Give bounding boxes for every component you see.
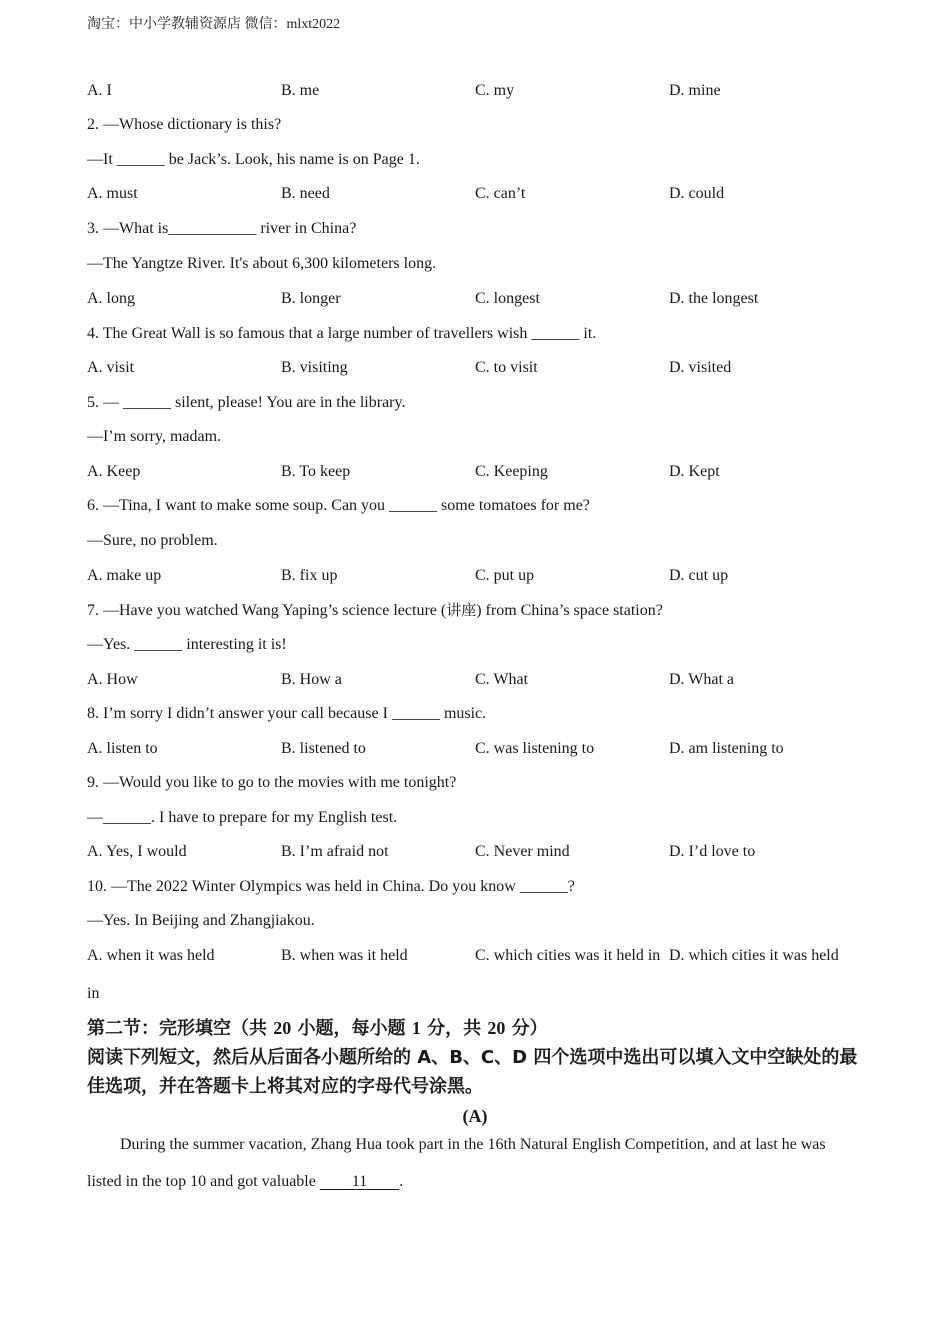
q3-option-d: D. the longest — [669, 290, 759, 307]
q9-option-d: D. I’d love to — [669, 843, 756, 860]
q5-option-c: C. Keeping — [475, 463, 548, 480]
q10-option-wrap: in — [87, 985, 100, 1002]
section-title-count: 20 — [273, 1018, 292, 1038]
q9-option-b: B. I’m afraid not — [281, 843, 389, 860]
q6-reply: —Sure, no problem. — [87, 532, 218, 549]
q3-stem: 3. —What is___________ river in China? — [87, 220, 357, 237]
q7-reply: —Yes. ______ interesting it is! — [87, 636, 287, 653]
section-title-part: 分，共 — [420, 1018, 488, 1039]
q8-option-a: A. listen to — [87, 740, 158, 757]
cloze-blank-number: 11 — [351, 1173, 368, 1190]
q10-stem: 10. —The 2022 Winter Olympics was held in China. Do you know ______? — [87, 878, 575, 895]
q7-stem-gloss: 讲座 — [446, 601, 477, 619]
q1-option-d: D. mine — [669, 82, 721, 99]
q4-option-d: D. visited — [669, 359, 732, 376]
q5-stem: 5. — ______ silent, please! You are in the library. — [87, 394, 406, 411]
q6-option-c: C. put up — [475, 567, 535, 584]
q6-option-a: A. make up — [87, 567, 162, 584]
q10-reply: —Yes. In Beijing and Zhangjiakou. — [87, 912, 315, 929]
q7-option-a: A. How — [87, 671, 138, 688]
q9-option-c: C. Never mind — [475, 843, 570, 860]
q7-stem-text-1: 7. —Have you watched Wang Yaping’s science lecture ( — [87, 602, 447, 619]
q6-option-d: D. cut up — [669, 567, 729, 584]
q8-option-b: B. listened to — [281, 740, 366, 757]
section-title-part: 第二节：完形填空（共 — [87, 1018, 274, 1039]
passage-label: (A) — [462, 1106, 488, 1126]
q7-option-b: B. How a — [281, 671, 342, 688]
q3-option-a: A. long — [87, 290, 135, 307]
q4-option-b: B. visiting — [281, 359, 348, 376]
q10-option-c: C. which cities was it held in — [475, 947, 661, 964]
passage-paragraph — [87, 1126, 863, 1200]
section-title-total: 20 — [487, 1018, 506, 1038]
q8-option-d: D. am listening to — [669, 740, 784, 757]
q7-stem — [87, 600, 663, 621]
section-instruction: 阅读下列短文，然后从后面各小题所给的 A、B、C、D 四个选项中选出可以填入文中空缺处的最佳选项，并在答题卡上将其对应的字母代号涂黑。 — [87, 1047, 858, 1097]
q8-stem: 8. I’m sorry I didn’t answer your call because I ______ music. — [87, 705, 487, 722]
q7-option-c: C. What — [475, 671, 529, 688]
q5-option-b: B. To keep — [281, 463, 351, 480]
section-title — [87, 1015, 548, 1042]
section-title-points: 1 — [411, 1018, 421, 1038]
q4-stem: 4. The Great Wall is so famous that a large number of travellers wish ______ it. — [87, 325, 597, 342]
q5-option-a: A. Keep — [87, 463, 141, 480]
q2-option-c: C. can’t — [475, 185, 526, 202]
q4-option-a: A. visit — [87, 359, 135, 376]
section-title-part: 小题，每小题 — [291, 1018, 412, 1039]
q3-option-c: C. longest — [475, 290, 540, 307]
q9-option-a: A. Yes, I would — [87, 843, 187, 860]
q10-option-d: D. which cities it was held — [669, 947, 839, 964]
cloze-blank-11 — [320, 1173, 399, 1190]
q2-reply: —It ______ be Jack’s. Look, his name is on Page 1. — [87, 151, 420, 168]
q6-stem: 6. —Tina, I want to make some soup. Can you ______ some tomatoes for me? — [87, 497, 590, 514]
page-header-watermark: 淘宝：中小学教辅资源店 微信：mlxt2022 — [87, 17, 341, 32]
passage-text: During the summer vacation, Zhang Hua took part in the 16th Natural English Competition, and at last he was listed in the top 10 and got valuable — [87, 1136, 826, 1190]
q10-option-a: A. when it was held — [87, 947, 215, 964]
q1-option-a: A. I — [87, 82, 112, 99]
q2-option-d: D. could — [669, 185, 725, 202]
q3-reply: —The Yangtze River. It's about 6,300 kilometers long. — [87, 255, 437, 272]
q1-option-c: C. my — [475, 82, 515, 99]
q3-option-b: B. longer — [281, 290, 341, 307]
passage-text-end: . — [399, 1173, 404, 1190]
q7-stem-text-2: ) from China’s space station? — [476, 602, 663, 619]
q4-option-c: C. to visit — [475, 359, 538, 376]
q6-option-b: B. fix up — [281, 567, 338, 584]
q2-option-a: A. must — [87, 185, 138, 202]
q5-reply: —I’m sorry, madam. — [87, 428, 222, 445]
q8-option-c: C. was listening to — [475, 740, 595, 757]
q9-reply: —______. I have to prepare for my English test. — [87, 809, 398, 826]
q7-option-d: D. What a — [669, 671, 735, 688]
q9-stem: 9. —Would you like to go to the movies with me tonight? — [87, 774, 457, 791]
q5-option-d: D. Kept — [669, 463, 720, 480]
q2-option-b: B. need — [281, 185, 330, 202]
section-title-part: 分） — [505, 1018, 548, 1039]
q1-option-b: B. me — [281, 82, 320, 99]
q2-stem: 2. —Whose dictionary is this? — [87, 116, 282, 133]
q10-option-b: B. when was it held — [281, 947, 408, 964]
